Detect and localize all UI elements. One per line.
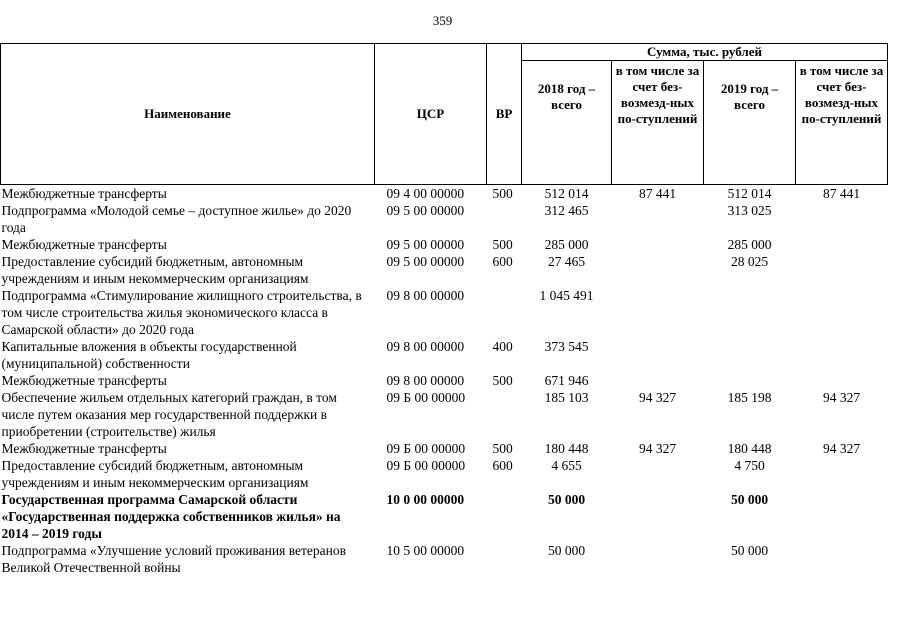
row-name: Межбюджетные трансферты [1, 186, 167, 201]
row-2018-bvp [612, 491, 704, 542]
row-2018-total: 50 000 [547, 543, 586, 558]
row-2018-total: 285 000 [544, 237, 589, 252]
row-name: Капитальные вложения в объекты государственной (муниципальной) собственности [1, 339, 297, 371]
header-2018-bvp: в том числе за счет без-возмезд-ных по-ступлений [612, 61, 704, 185]
row-name: Подпрограмма «Стимулирование жилищного строительства, в том числе строительства жилья экономического класса в Самарской области» до 2020 года [1, 288, 362, 337]
row-csr: 09 Б 00 00000 [386, 390, 466, 405]
row-2019-total [704, 372, 796, 389]
row-2019-bvp [796, 236, 888, 253]
row-2019-total [704, 338, 796, 372]
row-2019-bvp [796, 338, 888, 372]
row-2019-bvp [796, 253, 888, 287]
row-2019-total: 180 448 [727, 441, 772, 456]
table-row [1, 185, 888, 203]
row-2018-bvp: 94 327 [638, 390, 677, 405]
row-csr: 10 0 00 00000 [386, 492, 465, 507]
row-vr: 400 [492, 339, 513, 354]
table-row [1, 457, 888, 491]
row-2019-bvp: 94 327 [822, 390, 861, 405]
row-2019-total: 50 000 [730, 543, 769, 558]
row-2019-bvp [796, 542, 888, 576]
row-name: Подпрограмма «Улучшение условий проживания ветеранов Великой Отечественной войны [1, 543, 346, 575]
row-name: Государственная программа Самарской области «Государственная поддержка собственников жилья» на 2014 – 2019 годы [1, 492, 341, 541]
header-name: Наименование [1, 44, 375, 185]
row-csr: 09 5 00 00000 [386, 254, 465, 269]
table-row [1, 236, 888, 253]
row-2018-total: 50 000 [547, 492, 586, 507]
header-csr: ЦСР [375, 44, 487, 185]
row-vr [487, 389, 522, 440]
row-name: Межбюджетные трансферты [1, 373, 167, 388]
row-csr: 09 8 00 00000 [386, 339, 465, 354]
header-2019-bvp: в том числе за счет без-возмезд-ных по-ступлений [796, 61, 888, 185]
row-csr: 10 5 00 00000 [386, 543, 465, 558]
row-csr: 09 8 00 00000 [386, 373, 465, 388]
header-2019-total: 2019 год – всего [704, 61, 796, 185]
table-header [1, 44, 888, 185]
row-csr: 09 4 00 00000 [386, 186, 465, 201]
row-vr [487, 542, 522, 576]
header-2018-total: 2018 год – всего [522, 61, 612, 185]
row-2019-total: 4 750 [734, 458, 765, 473]
table-row [1, 389, 888, 440]
row-2019-total: 185 198 [727, 390, 772, 405]
row-2019-total: 313 025 [727, 203, 772, 218]
row-name: Предоставление субсидий бюджетным, автономным учреждениям и иным некоммерческим организациям [1, 458, 309, 490]
table-row [1, 338, 888, 372]
row-name: Предоставление субсидий бюджетным, автономным учреждениям и иным некоммерческим организациям [1, 254, 309, 286]
row-2018-bvp: 87 441 [638, 186, 677, 201]
row-2019-bvp [796, 202, 888, 236]
table-row [1, 491, 888, 542]
row-2019-total: 285 000 [727, 237, 772, 252]
row-2018-bvp [612, 372, 704, 389]
row-2018-total: 312 465 [544, 203, 589, 218]
row-2018-total: 185 103 [544, 390, 589, 405]
page-number: 359 [432, 13, 453, 28]
row-2018-total: 4 655 [551, 458, 582, 473]
row-name: Межбюджетные трансферты [1, 441, 167, 456]
row-2018-bvp [612, 236, 704, 253]
row-2018-total: 373 545 [544, 339, 589, 354]
row-2019-total: 28 025 [730, 254, 769, 269]
row-2018-bvp [612, 253, 704, 287]
row-csr: 09 8 00 00000 [386, 288, 465, 303]
row-name: Межбюджетные трансферты [1, 237, 167, 252]
table-body [1, 185, 888, 577]
row-2018-bvp [612, 542, 704, 576]
row-2018-total: 27 465 [547, 254, 586, 269]
row-2019-bvp: 94 327 [822, 441, 861, 456]
row-vr [487, 287, 522, 338]
row-2019-bvp [796, 491, 888, 542]
row-2018-bvp [612, 457, 704, 491]
row-vr: 600 [492, 254, 513, 269]
row-2019-bvp [796, 457, 888, 491]
row-csr: 09 5 00 00000 [386, 203, 465, 218]
row-vr: 500 [492, 373, 513, 388]
row-vr [487, 202, 522, 236]
row-2018-bvp [612, 287, 704, 338]
row-2018-total: 1 045 491 [539, 288, 594, 303]
row-2019-total: 512 014 [727, 186, 772, 201]
row-vr: 600 [492, 458, 513, 473]
table-row [1, 287, 888, 338]
row-csr: 09 Б 00 00000 [386, 441, 466, 456]
row-vr [487, 491, 522, 542]
row-2018-total: 180 448 [544, 441, 589, 456]
row-csr: 09 Б 00 00000 [386, 458, 466, 473]
row-2018-bvp [612, 202, 704, 236]
row-2019-bvp: 87 441 [822, 186, 861, 201]
row-vr: 500 [492, 186, 513, 201]
header-vr: ВР [487, 44, 522, 185]
table-row [1, 253, 888, 287]
row-csr: 09 5 00 00000 [386, 237, 465, 252]
row-2018-bvp: 94 327 [638, 441, 677, 456]
row-vr: 500 [492, 237, 513, 252]
row-2019-bvp [796, 372, 888, 389]
table-row [1, 542, 888, 576]
row-2018-total: 512 014 [544, 186, 589, 201]
row-name: Обеспечение жильем отдельных категорий граждан, в том числе путем оказания мер государственной поддержки в приобретении (строительстве) жилья [1, 390, 337, 439]
budget-table [0, 43, 888, 576]
row-2019-bvp [796, 287, 888, 338]
row-name: Подпрограмма «Молодой семье – доступное жилье» до 2020 года [1, 203, 352, 235]
row-2019-total: 50 000 [730, 492, 769, 507]
row-vr: 500 [492, 441, 513, 456]
row-2018-bvp [612, 338, 704, 372]
table-row [1, 202, 888, 236]
table-row [1, 440, 888, 457]
table-row [1, 372, 888, 389]
row-2019-total [704, 287, 796, 338]
header-sum: Сумма, тыс. рублей [522, 44, 888, 61]
row-2018-total: 671 946 [544, 373, 589, 388]
